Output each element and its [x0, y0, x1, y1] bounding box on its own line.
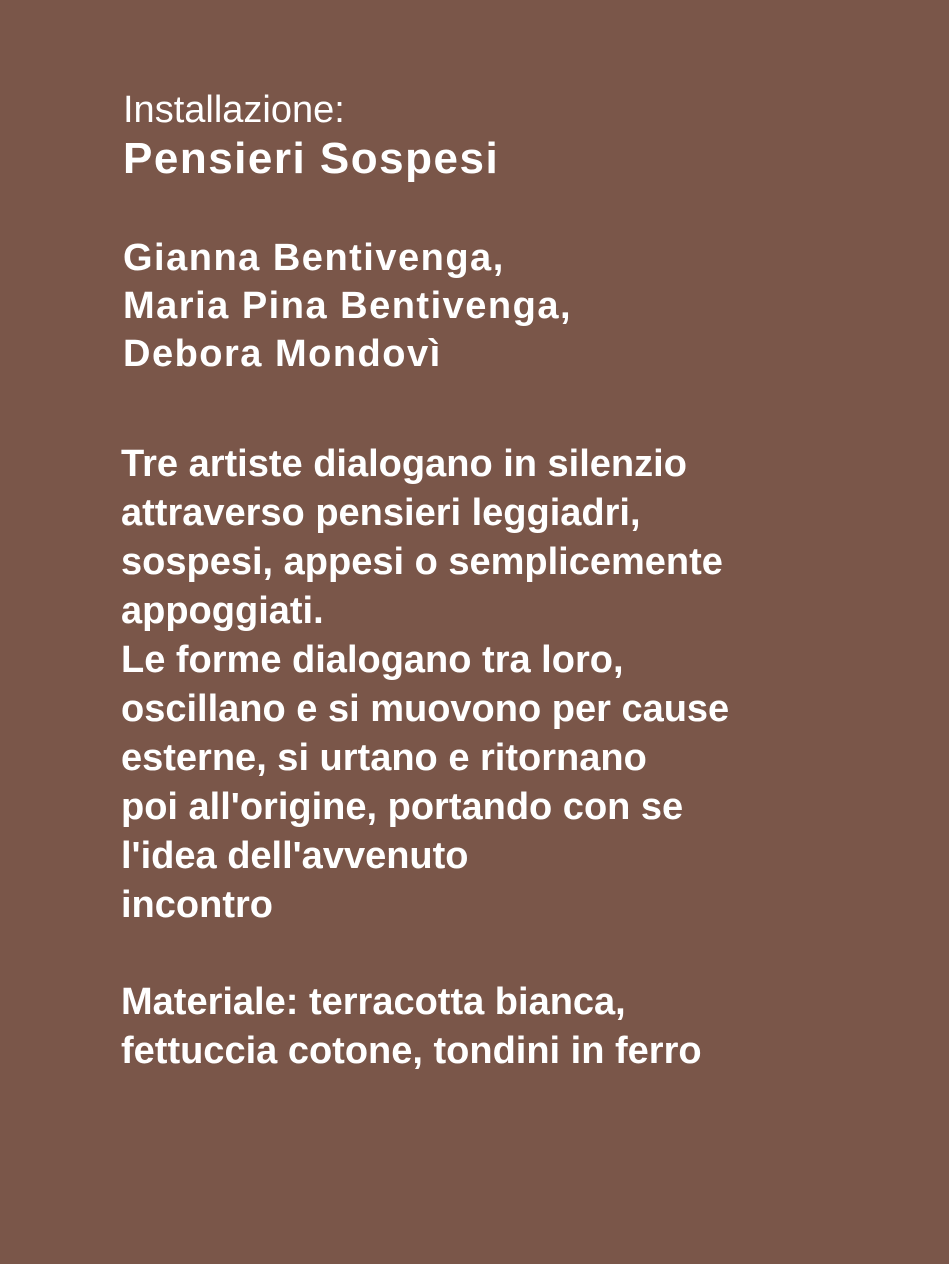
description-line: appoggiati.	[121, 590, 324, 632]
artist-name: Maria Pina Bentivenga,	[123, 285, 573, 327]
materials-line: Materiale: terracotta bianca,	[121, 981, 626, 1023]
description-text	[121, 440, 729, 930]
description-line: l'idea dell'avvenuto	[121, 835, 469, 877]
installation-title: Pensieri Sospesi	[123, 134, 500, 183]
description-line: Tre artiste dialogano in silenzio	[121, 443, 687, 485]
installation-label: Installazione:	[123, 89, 345, 131]
materials-line: fettuccia cotone, tondini in ferro	[121, 1030, 702, 1072]
artist-name: Gianna Bentivenga,	[123, 237, 505, 279]
description-line: attraverso pensieri leggiadri,	[121, 492, 641, 534]
description-line: incontro	[121, 884, 273, 926]
description-line: esterne, si urtano e ritornano	[121, 737, 647, 779]
description-line: sospesi, appesi o semplicemente	[121, 541, 723, 583]
description-line: poi all'origine, portando con se	[121, 786, 684, 828]
description-line: Le forme dialogano tra loro,	[121, 639, 624, 681]
description-line: oscillano e si muovono per cause	[121, 688, 730, 730]
artist-list	[123, 234, 572, 378]
artist-name: Debora Mondovì	[123, 333, 442, 375]
materials-text	[121, 978, 702, 1076]
